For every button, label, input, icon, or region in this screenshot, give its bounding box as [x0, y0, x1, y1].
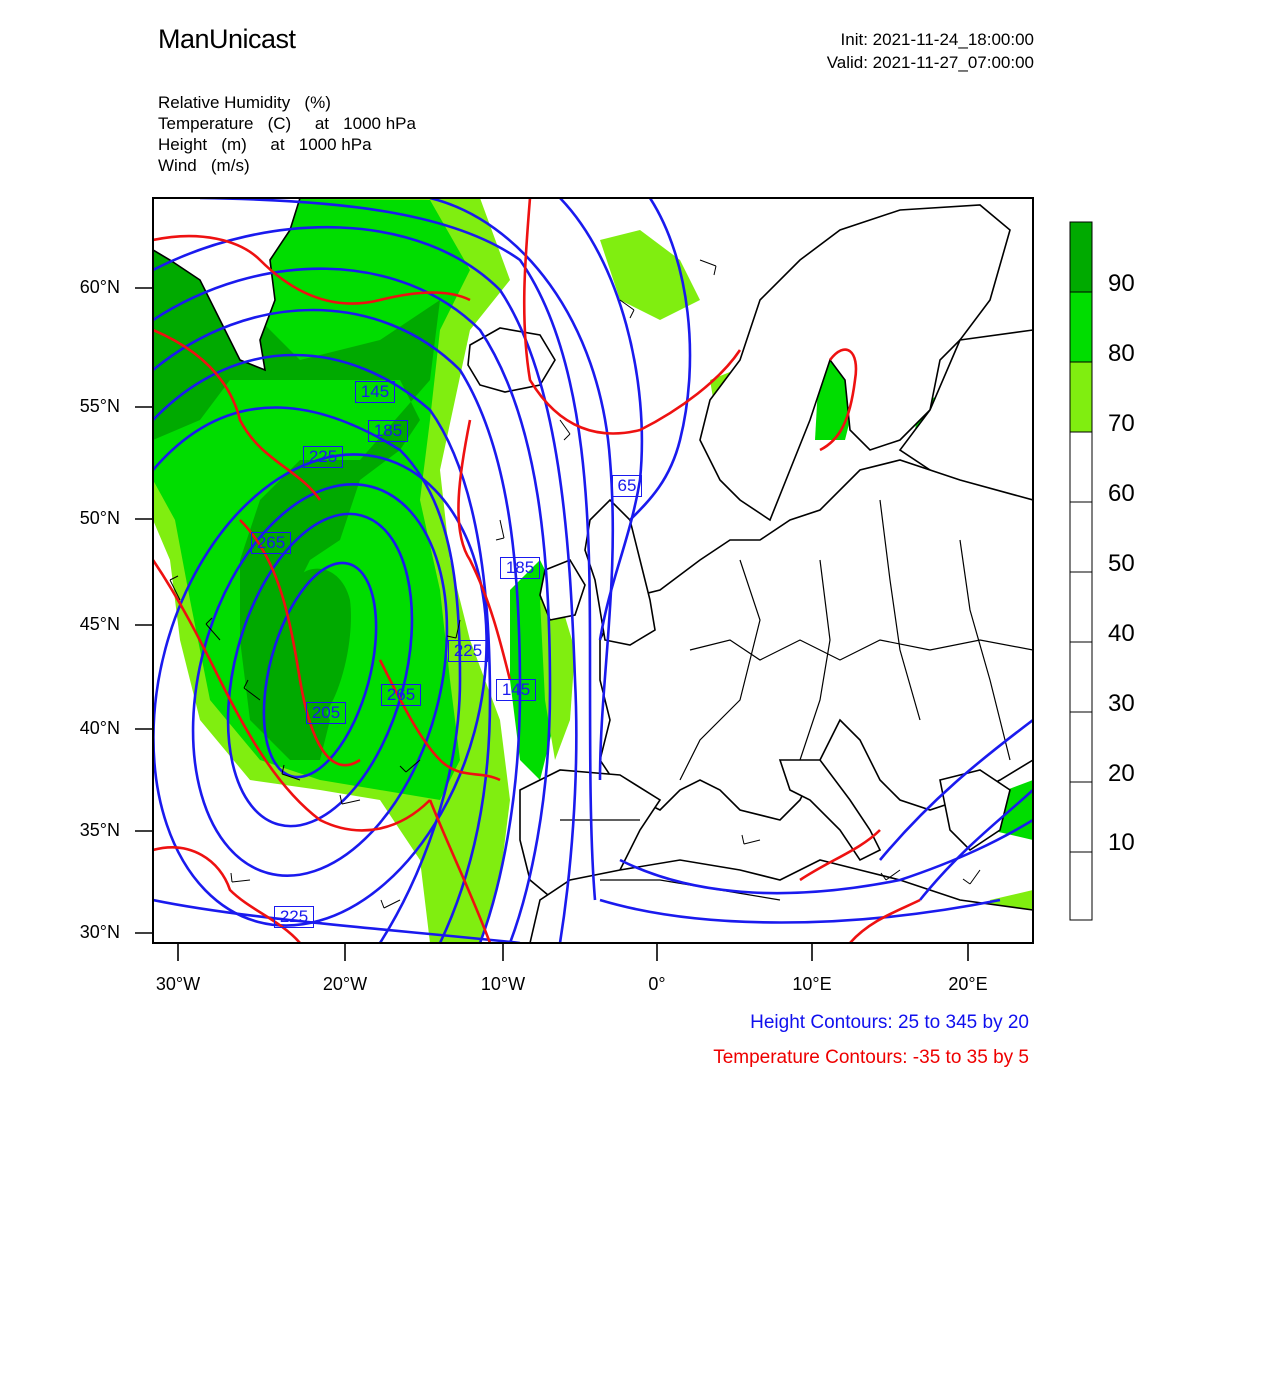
lat-label-35n: 35°N: [79, 820, 120, 840]
lon-label-20e: 20°E: [948, 974, 988, 994]
colorbar-label-30: 30: [1108, 690, 1135, 717]
field-line-wind: Wind (m/s): [158, 156, 250, 175]
valid-time: Valid: 2021-11-27_07:00:00: [826, 53, 1034, 72]
contour-label: 225: [274, 906, 314, 928]
contour-label: 185: [500, 557, 540, 579]
colorbar-label-20: 20: [1108, 760, 1135, 787]
contour-label: 265: [251, 532, 291, 554]
contour-label: 65: [612, 475, 642, 497]
colorbar: [1070, 222, 1092, 920]
lon-label-10w: 10°W: [480, 974, 526, 994]
field-line-height: Height (m) at 1000 hPa: [158, 135, 372, 154]
colorbar-label-80: 80: [1108, 340, 1135, 367]
contour-label: 145: [496, 679, 536, 701]
lat-label-60n: 60°N: [79, 277, 120, 297]
lat-label-55n: 55°N: [79, 396, 120, 416]
lon-label-20w: 20°W: [322, 974, 368, 994]
height-contour-note: Height Contours: 25 to 345 by 20: [750, 1012, 1029, 1033]
colorbar-label-70: 70: [1108, 410, 1135, 437]
contour-label: 225: [303, 446, 343, 468]
colorbar-label-50: 50: [1108, 550, 1135, 577]
lon-label-0: 0°: [648, 974, 666, 994]
field-line-temperature: Temperature (C) at 1000 hPa: [158, 114, 416, 133]
lat-label-30n: 30°N: [79, 922, 120, 942]
lat-label-45n: 45°N: [79, 614, 120, 634]
lat-label-40n: 40°N: [79, 718, 120, 738]
init-time: Init: 2021-11-24_18:00:00: [840, 30, 1034, 49]
map-area: [103, 198, 1033, 963]
contour-label: 145: [355, 381, 395, 403]
colorbar-label-40: 40: [1108, 620, 1135, 647]
temperature-contour-note: Temperature Contours: -35 to 35 by 5: [713, 1047, 1029, 1068]
colorbar-label-60: 60: [1108, 480, 1135, 507]
lon-label-30w: 30°W: [155, 974, 201, 994]
map-title: ManUnicast: [158, 24, 296, 54]
contour-label: 185: [368, 420, 408, 442]
field-line-rh: Relative Humidity (%): [158, 93, 331, 112]
colorbar-label-90: 90: [1108, 270, 1135, 297]
lon-label-10e: 10°E: [792, 974, 832, 994]
contour-label: 265: [381, 684, 421, 706]
colorbar-label-10: 10: [1108, 829, 1135, 856]
lat-label-50n: 50°N: [79, 508, 120, 528]
contour-label: 205: [306, 702, 346, 724]
contour-label: 225: [448, 640, 488, 662]
